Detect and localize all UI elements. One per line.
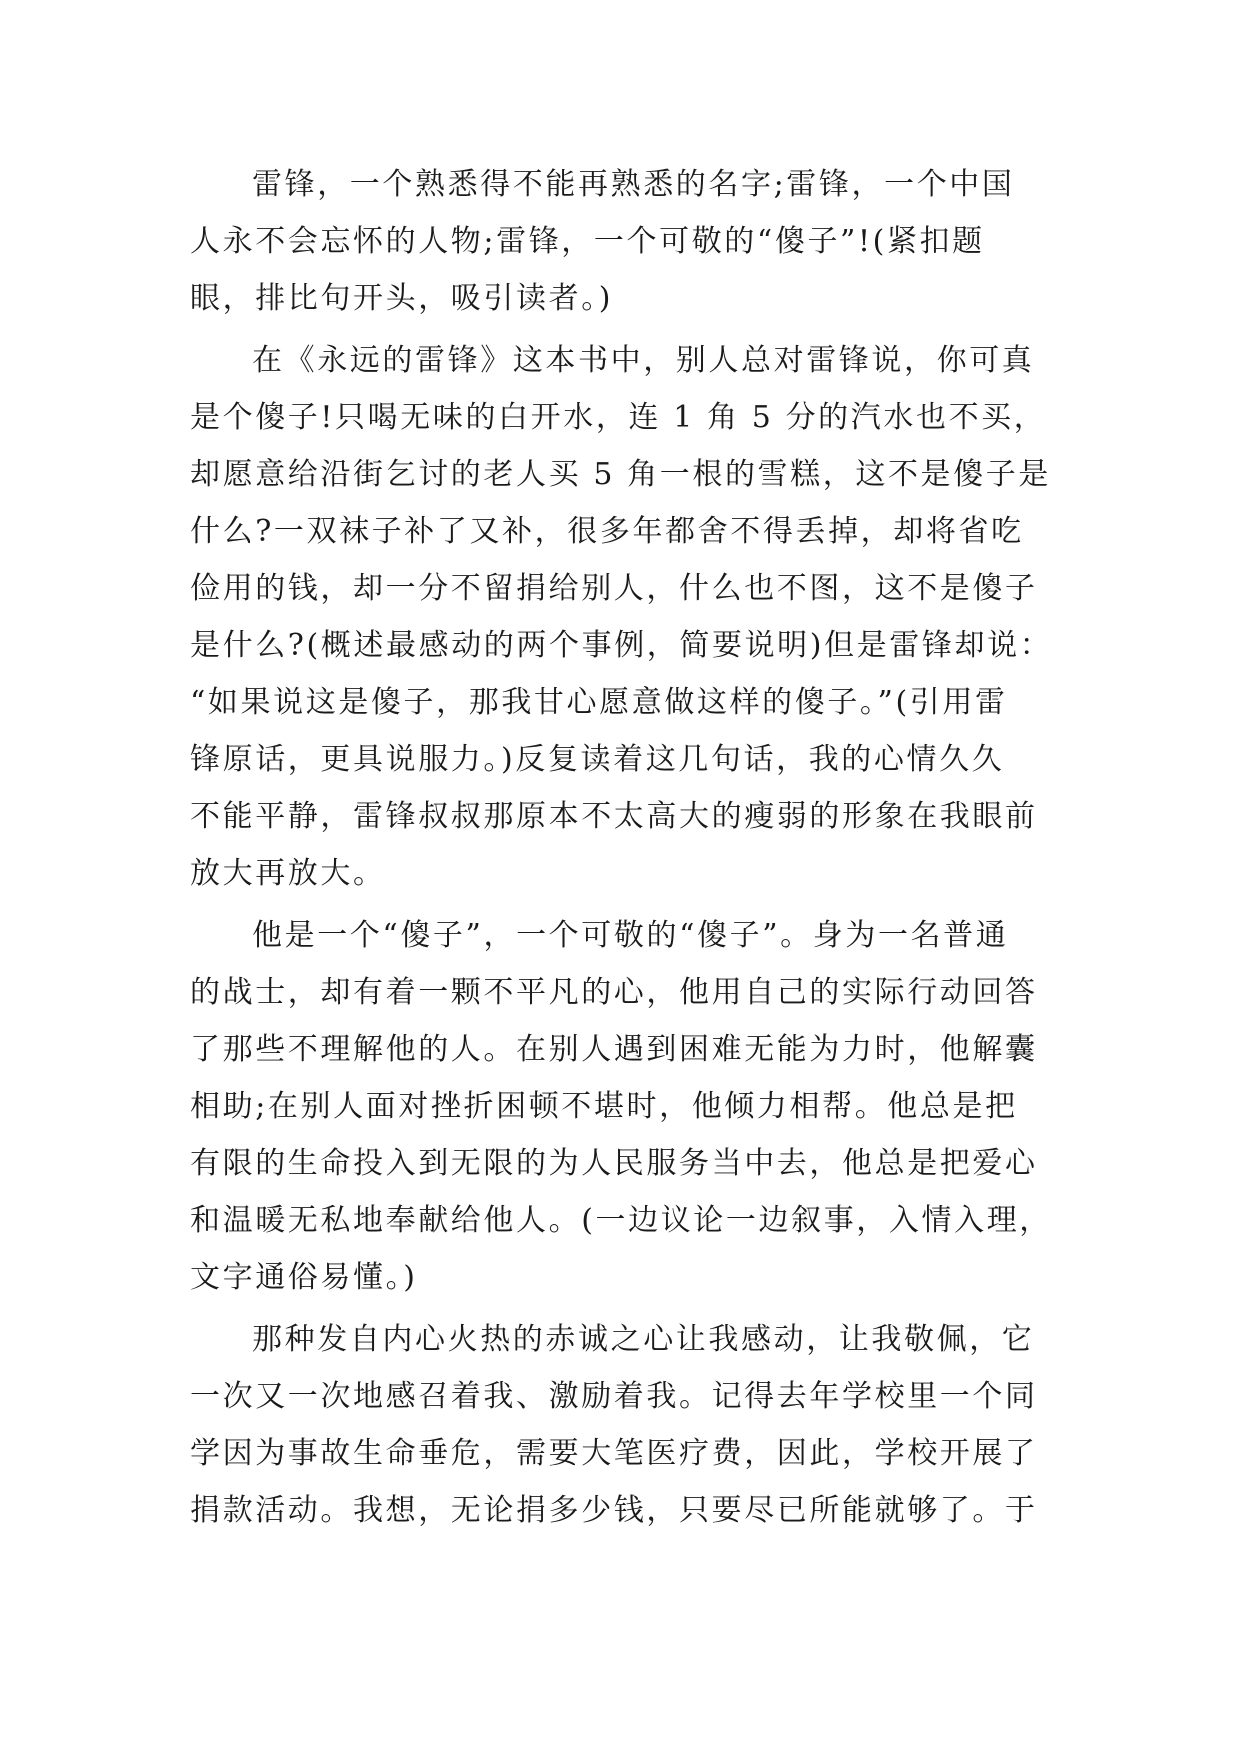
- text-line: 却愿意给沿街乞讨的老人买 5 角一根的雪糕，这不是傻子是: [190, 457, 1051, 492]
- text-line: 和温暖无私地奉献给他人。(一边议论一边叙事，入情入理，: [190, 1203, 1052, 1238]
- text-line: 眼，排比句开头，吸引读者。): [190, 281, 614, 316]
- text-line: 学因为事故生命垂危，需要大笔医疗费，因此，学校开展了: [190, 1436, 1038, 1471]
- text-line: 了那些不理解他的人。在别人遇到困难无能为力时，他解囊: [190, 1032, 1038, 1067]
- paragraph-2: [190, 332, 1070, 902]
- text-line: 是个傻子!只喝无味的白开水，连 1 角 5 分的汽水也不买，: [190, 400, 1047, 435]
- article-body: [190, 156, 1070, 1539]
- text-line: 雷锋，一个熟悉得不能再熟悉的名字;雷锋，一个中国: [252, 167, 1015, 202]
- text-line: 人永不会忘怀的人物;雷锋，一个可敬的“傻子”!(紧扣题: [190, 224, 985, 259]
- text-line: “如果说这是傻子，那我甘心愿意做这样的傻子。”(引用雷: [190, 685, 1008, 720]
- text-line: 一次又一次地感召着我、激励着我。记得去年学校里一个同: [190, 1379, 1038, 1414]
- paragraph-1: [190, 156, 1070, 327]
- text-line: 在《永远的雷锋》这本书中，别人总对雷锋说，你可真: [252, 343, 1035, 378]
- paragraph-3: [190, 907, 1070, 1306]
- text-line: 相助;在别人面对挫折困顿不堪时，他倾力相帮。他总是把: [190, 1089, 1018, 1124]
- text-line: 锋原话，更具说服力。)反复读着这几句话，我的心情久久: [190, 742, 1005, 777]
- text-line: 是什么?(概述最感动的两个事例，简要说明)但是雷锋却说：: [190, 628, 1053, 663]
- text-line: 有限的生命投入到无限的为人民服务当中去，他总是把爱心: [190, 1146, 1038, 1181]
- paragraph-4: [190, 1311, 1070, 1539]
- text-line: 不能平静，雷锋叔叔那原本不太高大的瘦弱的形象在我眼前: [190, 799, 1038, 834]
- text-line: 俭用的钱，却一分不留捐给别人，什么也不图，这不是傻子: [190, 571, 1038, 606]
- text-line: 捐款活动。我想，无论捐多少钱，只要尽已所能就够了。于: [190, 1493, 1038, 1528]
- text-line: 那种发自内心火热的赤诚之心让我感动，让我敬佩，它: [252, 1322, 1035, 1357]
- text-line: 文字通俗易懂。): [190, 1260, 418, 1295]
- text-line: 什么?一双袜子补了又补，很多年都舍不得丢掉，却将省吃: [190, 514, 1024, 549]
- text-line: 他是一个“傻子”，一个可敬的“傻子”。身为一名普通: [252, 918, 1009, 953]
- text-line: 放大再放大。: [190, 856, 386, 891]
- text-line: 的战士，却有着一颗不平凡的心，他用自己的实际行动回答: [190, 975, 1038, 1010]
